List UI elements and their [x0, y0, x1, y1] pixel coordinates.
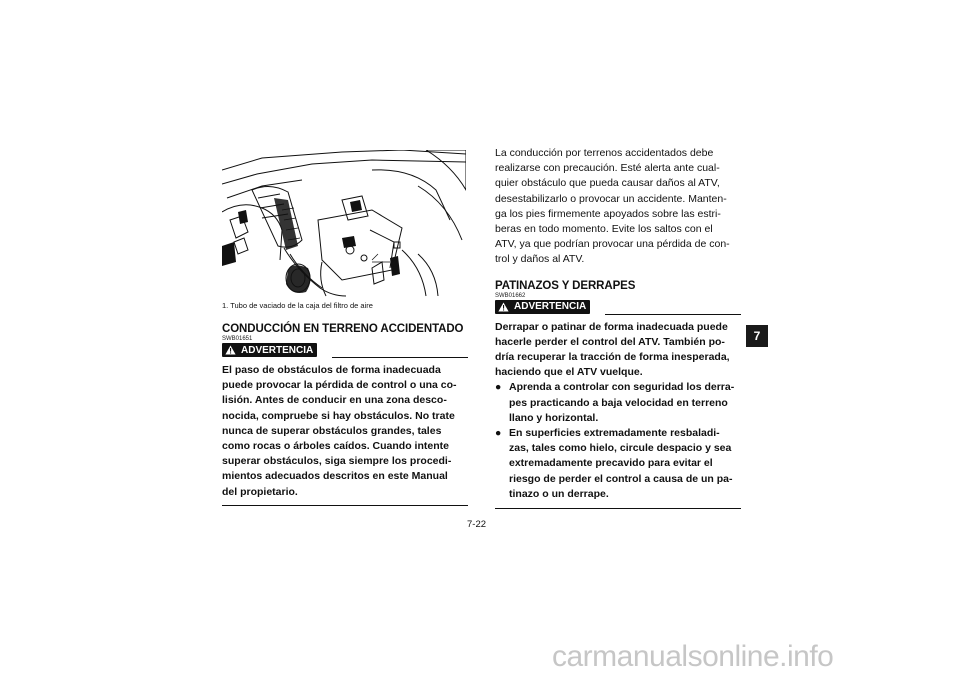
- section-title-skids: PATINAZOS Y DERRAPES: [495, 279, 636, 292]
- text-line: beras en todo momento. Evite los saltos con el: [495, 223, 713, 236]
- warning-text: [222, 363, 468, 500]
- warning-header-rule: [332, 357, 468, 358]
- section-code: SWB01651: [222, 336, 253, 342]
- text-line: desestabilizarlo o provocar un accidente. Manten-: [495, 192, 727, 205]
- warning-badge: [495, 300, 590, 314]
- warning-end-rule: [222, 505, 468, 506]
- warning-header: [495, 300, 741, 320]
- figure-caption: 1. Tubo de vaciado de la caja del filtro de aire: [222, 301, 373, 310]
- bullet-item: [495, 380, 741, 426]
- bullet-icon: ●: [495, 381, 502, 394]
- text-line: lisión. Antes de conducir en una zona desco-: [222, 394, 447, 407]
- text-line: zas, tales como hielo, circule despacio y sea: [509, 442, 732, 455]
- text-line: haciendo que el ATV vuelque.: [495, 366, 643, 379]
- text-line: La conducción por terrenos accidentados debe: [495, 147, 714, 159]
- text-line: trol y daños al ATV.: [495, 253, 585, 266]
- text-line: nocida, compruebe si hay obstáculos. No trate: [222, 409, 455, 422]
- right-column: [495, 146, 741, 509]
- air-filter-drain-drawing: [222, 150, 466, 298]
- warning-header-rule: [605, 314, 741, 315]
- bullet-icon: ●: [495, 427, 502, 440]
- intro-paragraph: [495, 146, 741, 268]
- callout-number: 1: [392, 256, 400, 271]
- section-code: SWB01662: [495, 292, 526, 299]
- text-line: quier obstáculo que pueda causar daños al ATV,: [495, 177, 720, 190]
- text-line: riesgo de perder el control a causa de un pa-: [509, 472, 733, 485]
- engine-illustration: [222, 150, 466, 298]
- page-number: 7-22: [467, 519, 487, 530]
- text-line: puede provocar la pérdida de control o una co-: [222, 379, 457, 392]
- warning-text: [495, 320, 741, 381]
- warning-badge: [222, 343, 317, 357]
- warning-end-rule: [495, 508, 741, 509]
- text-line: como rocas o árboles caídos. Cuando intente: [222, 440, 449, 453]
- text-line: El paso de obstáculos de forma inadecuada: [222, 364, 441, 376]
- warning-header: [222, 343, 468, 363]
- warning-triangle-icon: [225, 345, 236, 355]
- text-line: mientos adecuados descritos en este Manual: [222, 470, 448, 483]
- warning-triangle-icon: [498, 302, 509, 312]
- bullet-item: [495, 426, 741, 502]
- text-line: ga los pies firmemente apoyados sobre las estri-: [495, 207, 721, 220]
- text-line: nunca de superar obstáculos grandes, tales: [222, 424, 442, 437]
- text-line: superar obstáculos, siga siempre los procedi-: [222, 455, 452, 468]
- text-line: Aprenda a controlar con seguridad los derra-: [509, 381, 735, 394]
- text-line: extremadamente precavido para evitar el: [509, 457, 713, 470]
- text-line: hacerle perder el control del ATV. También po-: [495, 335, 725, 348]
- watermark: carmanualsonline.info: [552, 640, 834, 673]
- section-title-rough-terrain: CONDUCCIÓN EN TERRENO ACCIDENTADO: [222, 323, 464, 335]
- text-line: llano y horizontal.: [509, 411, 599, 424]
- chapter-tab: 7: [746, 325, 768, 347]
- text-line: Derrapar o patinar de forma inadecuada puede: [495, 320, 728, 333]
- text-line: dría recuperar la tracción de forma inesperada,: [495, 351, 730, 364]
- left-column: [222, 323, 468, 506]
- text-line: En superficies extremadamente resbaladi-: [509, 427, 720, 440]
- text-line: tinazo o un derrape.: [509, 487, 609, 500]
- warning-label: ADVERTENCIA: [241, 344, 314, 356]
- text-line: ATV, ya que podrían provocar una pérdida de con-: [495, 238, 730, 251]
- text-line: realizarse con precaución. Esté alerta ante cual-: [495, 162, 720, 175]
- text-line: pes practicando a baja velocidad en terreno: [509, 396, 728, 409]
- text-line: del propietario.: [222, 485, 298, 498]
- warning-label: ADVERTENCIA: [514, 301, 587, 313]
